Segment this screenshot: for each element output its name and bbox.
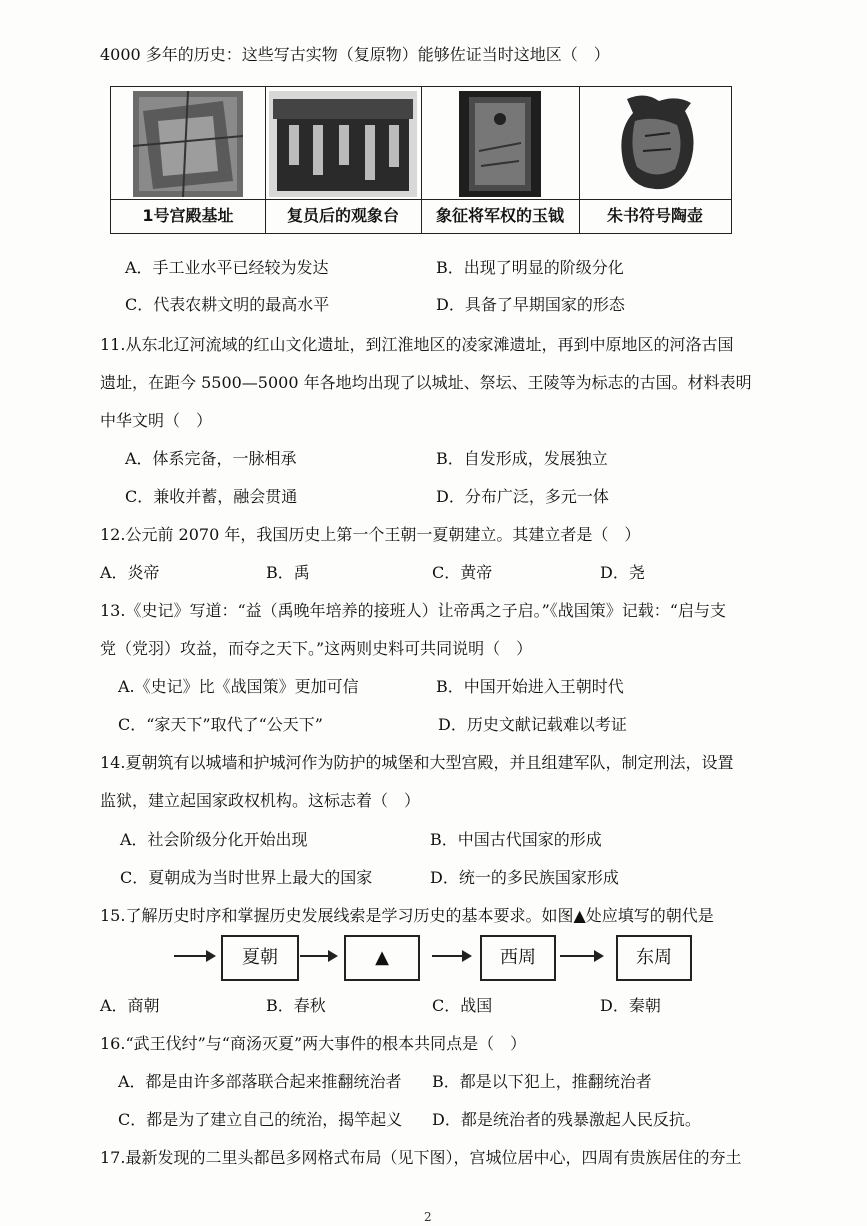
timeline-arrow-2 [300, 955, 336, 957]
q12-stem: 12.公元前 2070 年，我国历史上第一个王朝一夏朝建立。其建立者是（ ） [100, 525, 641, 544]
palace-foundation-photo [133, 91, 243, 197]
q10-option-d: D．具备了早期国家的形态 [436, 295, 625, 314]
q14-option-c: C．夏朝成为当时世界上最大的国家 [120, 868, 373, 887]
artifact-cell-3 [421, 87, 580, 233]
q13-option-c: C．“家天下”取代了“公天下” [118, 715, 323, 734]
jade-axe-photo [459, 91, 541, 197]
observatory-photo [269, 91, 417, 197]
q16-stem: 16.“武王伐纣”与“商汤灭夏”两大事件的根本共同点是（ ） [100, 1034, 527, 1053]
q11-option-b: B．自发形成，发展独立 [436, 449, 608, 468]
q11-stem-line-2: 遗址，在距今 5500—5000 年各地均出现了以城址、祭坛、王陵等为标志的古国。材料表明 [100, 373, 752, 392]
timeline-arrow-3 [432, 955, 470, 957]
q14-stem-line-1: 14.夏朝筑有以城墙和护城河作为防护的城堡和大型宫殿，并且组建军队，制定刑法，设置 [100, 753, 734, 772]
q16-option-d: D．都是统治者的残暴激起人民反抗。 [432, 1110, 701, 1129]
q14-stem-line-2: 监狱，建立起国家政权机构。这标志着（ ） [100, 791, 421, 810]
q16-option-b: B．都是以下犯上，推翻统治者 [432, 1072, 652, 1091]
q14-option-a: A．社会阶级分化开始出现 [120, 830, 308, 849]
q13-option-b: B．中国开始进入王朝时代 [436, 677, 624, 696]
q16-option-a: A．都是由许多部落联合起来推翻统治者 [118, 1072, 402, 1091]
timeline-box-xizhou: 西周 [480, 935, 556, 981]
artifact-cell-2 [265, 87, 422, 233]
q15-option-d: D．秦朝 [600, 996, 661, 1015]
q11-stem-line-1: 11.从东北辽河流域的红山文化遗址，到江淮地区的凌家滩遗址，再到中原地区的河洛古国 [100, 335, 734, 354]
artifact-cell-4 [579, 87, 731, 233]
q15-option-b: B．春秋 [266, 996, 326, 1015]
q11-option-c: C．兼收并蓄，融会贯通 [125, 487, 298, 506]
q10-stem: 4000 多年的历史：这些写古实物（复原物）能够佐证当时这地区（ ） [100, 45, 610, 64]
pottery-jar-photo [615, 91, 701, 197]
artifact-caption-1: 1号宫殿基址 [111, 199, 265, 232]
timeline-arrow-1 [174, 955, 214, 957]
q15-stem: 15.了解历史时序和掌握历史发展线索是学习历史的基本要求。如图▲处应填写的朝代是 [100, 906, 714, 925]
q12-option-d: D．尧 [600, 563, 645, 582]
timeline-box-blank: ▲ [344, 935, 420, 981]
timeline-arrow-4 [560, 955, 602, 957]
q16-option-c: C．都是为了建立自己的统治，揭竿起义 [118, 1110, 403, 1129]
artifact-caption-3: 象征将军权的玉钺 [421, 199, 579, 232]
q10-option-a: A．手工业水平已经较为发达 [125, 258, 329, 277]
q14-option-b: B．中国古代国家的形成 [430, 830, 602, 849]
timeline-box-dongzhou: 东周 [616, 935, 692, 981]
q14-option-d: D．统一的多民族国家形成 [430, 868, 619, 887]
q13-stem-line-2: 党（党羽）攻益，而夺之天下。”这两则史料可共同说明（ ） [100, 639, 533, 658]
q10-option-c: C．代表农耕文明的最高水平 [125, 295, 330, 314]
artifact-cell-1 [111, 87, 266, 233]
q13-option-a: A.《史记》比《战国策》更加可信 [118, 677, 359, 696]
q11-option-a: A．体系完备，一脉相承 [125, 449, 297, 468]
q11-stem-line-3: 中华文明（ ） [100, 411, 213, 430]
q15-option-a: A．商朝 [100, 996, 160, 1015]
artifact-caption-2: 复员后的观象台 [265, 199, 421, 232]
artifact-table [110, 86, 732, 234]
q15-option-c: C．战国 [432, 996, 493, 1015]
artifact-caption-4: 朱书符号陶壶 [579, 199, 731, 232]
page-number: 2 [424, 1210, 432, 1224]
q12-option-b: B．禹 [266, 563, 310, 582]
q13-option-d: D．历史文献记载难以考证 [438, 715, 627, 734]
q17-stem: 17.最新发现的二里头都邑多网格式布局（见下图），宫城位居中心，四周有贵族居住的夯土 [100, 1148, 742, 1167]
q12-option-a: A．炎帝 [100, 563, 160, 582]
q13-stem-line-1: 13.《史记》写道：“益（禹晚年培养的接班人）让帝禹之子启。”《战国策》记载：“启与支 [100, 601, 726, 620]
q11-option-d: D．分布广泛，多元一体 [436, 487, 609, 506]
timeline-box-xia: 夏朝 [221, 935, 299, 981]
q12-option-c: C．黄帝 [432, 563, 493, 582]
q10-option-b: B．出现了明显的阶级分化 [436, 258, 624, 277]
